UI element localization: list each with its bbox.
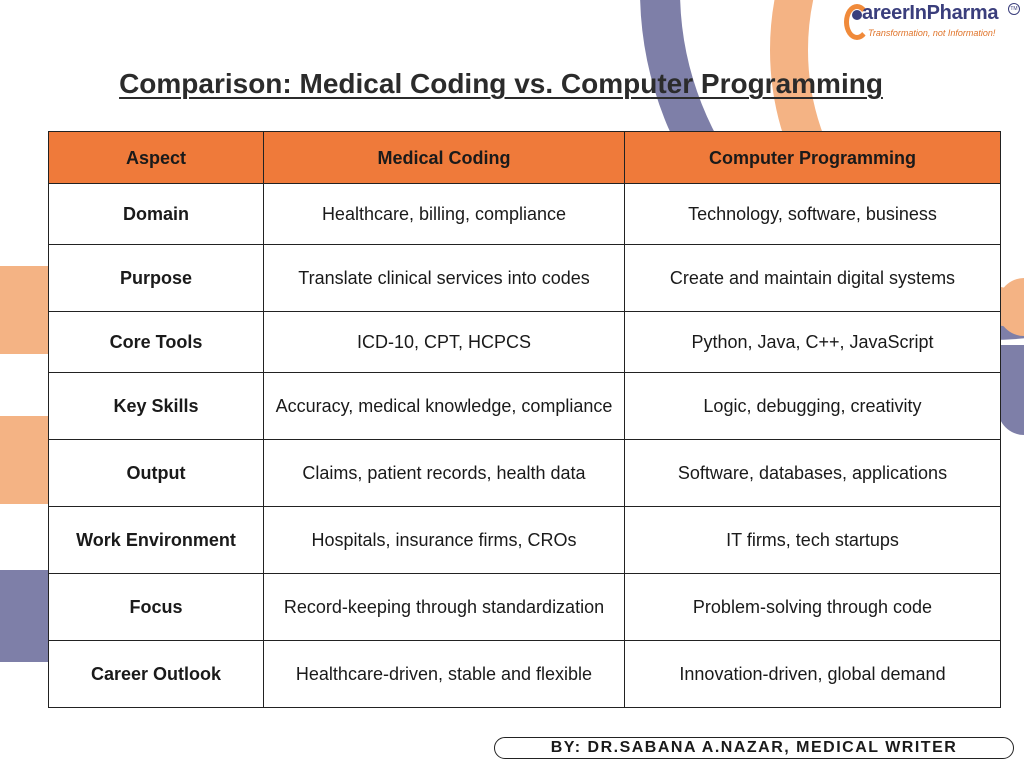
aspect-cell: Output	[49, 440, 264, 507]
table-row	[49, 440, 1001, 507]
header-aspect: Aspect	[49, 132, 264, 184]
programming-cell: IT firms, tech startups	[625, 507, 1001, 574]
programming-cell: Software, databases, applications	[625, 440, 1001, 507]
logo-tagline: Transformation, not Information!	[868, 28, 996, 38]
trademark-icon: TM	[1008, 3, 1020, 15]
decorative-block-peach	[0, 416, 48, 504]
medical-coding-cell: Healthcare, billing, compliance	[264, 184, 625, 245]
aspect-cell: Key Skills	[49, 373, 264, 440]
aspect-cell: Domain	[49, 184, 264, 245]
table-row	[49, 641, 1001, 708]
page-title: Comparison: Medical Coding vs. Computer Programming	[119, 68, 883, 99]
decorative-block-peach	[0, 266, 48, 354]
programming-cell: Innovation-driven, global demand	[625, 641, 1001, 708]
medical-coding-cell: Translate clinical services into codes	[264, 245, 625, 312]
table-row	[49, 184, 1001, 245]
programming-cell: Technology, software, business	[625, 184, 1001, 245]
logo-name: areerInPharma	[862, 2, 999, 24]
programming-cell: Logic, debugging, creativity	[625, 373, 1001, 440]
aspect-cell: Career Outlook	[49, 641, 264, 708]
author-byline: BY: DR.SABANA A.NAZAR, MEDICAL WRITER	[494, 737, 1014, 759]
medical-coding-cell: Accuracy, medical knowledge, compliance	[264, 373, 625, 440]
comparison-table	[48, 131, 1001, 708]
table-row	[49, 373, 1001, 440]
aspect-cell: Purpose	[49, 245, 264, 312]
table-row	[49, 574, 1001, 641]
brand-logo	[840, 0, 1024, 50]
aspect-cell: Work Environment	[49, 507, 264, 574]
table-row	[49, 507, 1001, 574]
aspect-cell: Focus	[49, 574, 264, 641]
medical-coding-cell: Healthcare-driven, stable and flexible	[264, 641, 625, 708]
programming-cell: Python, Java, C++, JavaScript	[625, 312, 1001, 373]
programming-cell: Create and maintain digital systems	[625, 245, 1001, 312]
table-row	[49, 245, 1001, 312]
aspect-cell: Core Tools	[49, 312, 264, 373]
header-medical-coding: Medical Coding	[264, 132, 625, 184]
decorative-block-purple-right	[998, 345, 1024, 435]
medical-coding-cell: ICD-10, CPT, HCPCS	[264, 312, 625, 373]
medical-coding-cell: Record-keeping through standardization	[264, 574, 625, 641]
decorative-block-purple	[0, 570, 48, 662]
table-header-row	[49, 132, 1001, 184]
table-row	[49, 312, 1001, 373]
header-computer-programming: Computer Programming	[625, 132, 1001, 184]
logo-person-icon	[852, 10, 862, 20]
medical-coding-cell: Hospitals, insurance firms, CROs	[264, 507, 625, 574]
programming-cell: Problem-solving through code	[625, 574, 1001, 641]
medical-coding-cell: Claims, patient records, health data	[264, 440, 625, 507]
